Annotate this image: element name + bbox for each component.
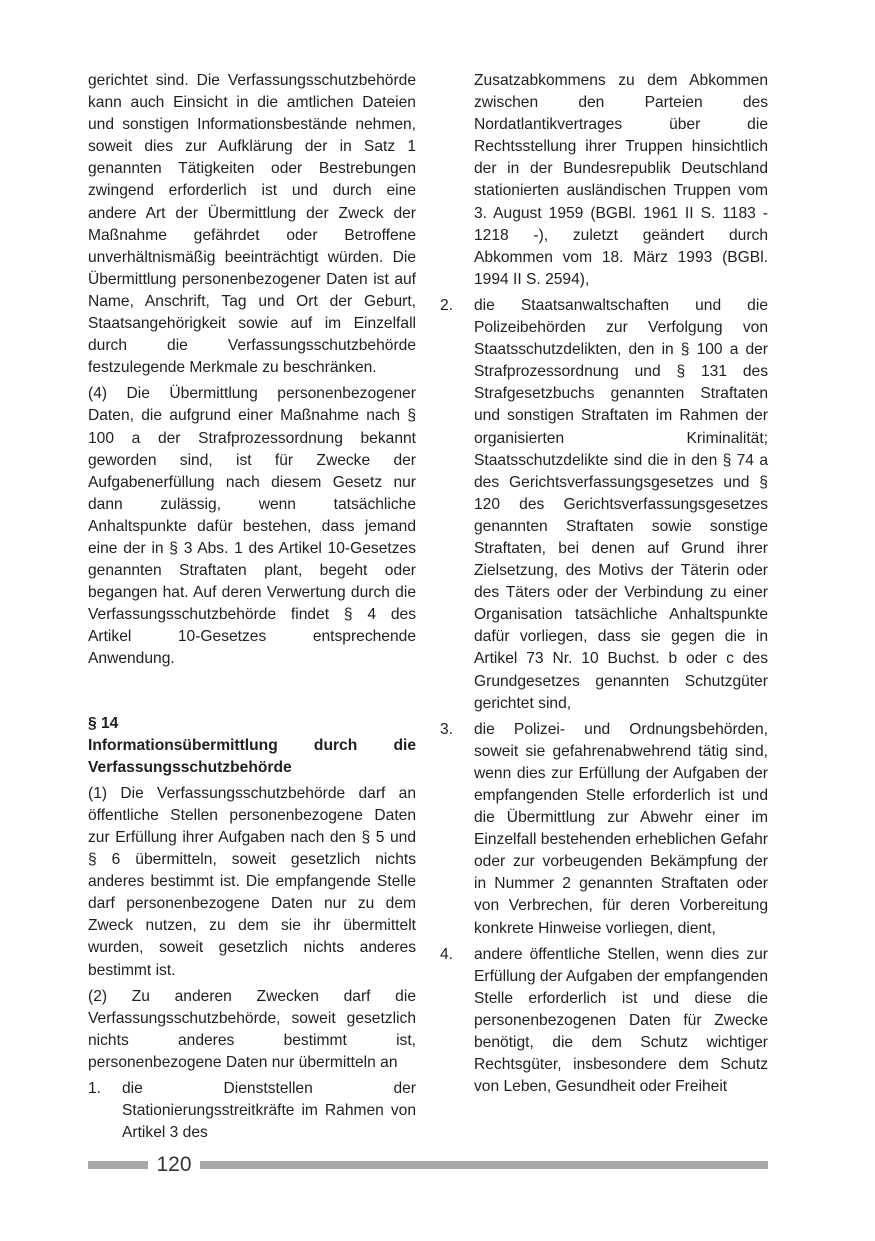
section-number: § 14 bbox=[88, 714, 119, 732]
list-item-number: 4. bbox=[440, 945, 454, 963]
list-item bbox=[440, 719, 768, 940]
list-item-number: 2. bbox=[440, 296, 454, 314]
list-item-text: andere öffentliche Stellen, wenn dies zur Erfüllung der Aufgaben der empfangenden Stelle erforderlich ist und diese die personenbezogenen Daten für Zwecke benötigt, die dem Schutz wichtiger Rechtsgüter, insbesondere dem Schutz von Leben, Gesundheit oder Freiheit bbox=[474, 945, 768, 1096]
list-item-text: die Dienststellen der Stationierungsstreitkräfte im Rahmen von Artikel 3 des bbox=[122, 1080, 416, 1142]
footer-bar-left bbox=[88, 1161, 148, 1169]
list-item-number: 3. bbox=[440, 720, 454, 738]
page-footer bbox=[88, 1152, 768, 1178]
list-item-text: die Polizei- und Ordnungsbehörden, soweit sie gefahrenabwehrend tätig sind, wenn dies zur Erfüllung der Aufgaben der empfangenden Stelle erforderlich ist und die Übermittlung zur Abwehr einer im Einzelfall bestehenden erheblichen Gefahr oder zur vorbeugenden Bekämpfung der in Nummer 2 genannten Straftaten oder von Verbrechen, für deren Vorbereitung konkrete Hinweise vorliegen, dient, bbox=[474, 720, 768, 937]
paragraph-continuation: gerichtet sind. Die Verfassungsschutzbehörde kann auch Einsicht in die amtlichen Dateien und sonstigen Informationsbestände nehmen, soweit dies zur Aufklärung der in Satz 1 genannten Tätigkeiten oder Bestrebungen zwingend erforderlich ist und durch eine andere Art der Übermittlung der Zweck der Maßnahme gefährdet oder Betroffene unverhältnismäßig beeinträchtigt würden. Die Übermittlung personenbezogener Daten ist auf Name, Anschrift, Tag und Ort der Geburt, Staatsangehörigkeit sowie auf im Einzelfall durch die Verfassungsschutzbehörde festzulegende Merkmale zu beschränken. bbox=[88, 72, 416, 377]
footer-bar-right bbox=[200, 1161, 768, 1169]
list-item-number: 1. bbox=[88, 1080, 102, 1098]
right-column bbox=[440, 70, 768, 1102]
list-item bbox=[440, 295, 768, 715]
paragraph-4: (4) Die Übermittlung personenbezogener Daten, die aufgrund einer Maßnahme nach § 100 a der Strafprozessordnung bekannt geworden sind, ist für Zwecke der Aufgabenerfüllung nach diesem Gesetz nur dann zulässig, wenn tatsächliche Anhaltspunkte dafür bestehen, dass jemand eine der in § 3 Abs. 1 des Artikel 10-Gesetzes genannten Straftaten plant, begeht oder begangen hat. Auf deren Verwertung durch die Verfassungsschutzbehörde findet § 4 des Artikel 10-Gesetzes entsprechende Anwendung. bbox=[88, 385, 416, 668]
list-item bbox=[88, 1078, 416, 1144]
paragraph-2: (2) Zu anderen Zwecken darf die Verfassungsschutzbehörde, soweit gesetzlich nichts anderes bestimmt ist, personenbezogene Daten nur übermitteln an bbox=[88, 987, 416, 1071]
page-number: 120 bbox=[156, 1153, 192, 1176]
section-title: Informationsübermittlung durch die Verfassungsschutzbehörde bbox=[88, 736, 416, 776]
list-item-continuation: Zusatzabkommens zu dem Abkommen zwischen den Parteien des Nordatlantikvertrages über die Rechtsstellung ihrer Truppen hinsichtlich der in der Bundesrepublik Deutschland stationierten ausländischen Truppen vom 3. August 1959 (BGBl. 1961 II S. 1183 - 1218 -), zuletzt geändert durch Abkommen vom 18. März 1993 (BGBl. 1994 II S. 2594), bbox=[474, 72, 768, 288]
paragraph-1: (1) Die Verfassungsschutzbehörde darf an öffentliche Stellen personenbezogene Daten zur Erfüllung ihrer Aufgaben nach den § 5 und § 6 übermitteln, soweit gesetzlich nichts anderes bestimmt ist. Die empfangende Stelle darf personenbezogene Daten nur zu dem Zweck nutzen, zu dem sie ihr übermittelt wurden, soweit gesetzlich nichts anderes bestimmt ist. bbox=[88, 784, 416, 979]
left-column bbox=[88, 70, 416, 1148]
list-item bbox=[440, 944, 768, 1099]
list-item-text: die Staatsanwaltschaften und die Polizeibehörden zur Verfolgung von Staatsschutzdelikten, den in § 100 a der Strafprozessordnung und § 131 des Strafgesetzbuchs genannten Straftaten und sonstigen Straftaten im Rahmen der organisierten Kriminalität; Staatsschutzdelikte sind die in den § 74 a des Gerichtsverfassungsgesetzes und § 120 des Gerichtsverfassungsgesetzes genannten Straftaten sowie sonstige Straftaten, bei denen auf Grund ihrer Zielsetzung, des Motivs der Täterin oder des Täters oder der Verbindung zu einer Organisation tatsächliche Anhaltspunkte dafür vorliegen, dass sie gegen die in Artikel 73 Nr. 10 Buchst. b oder c des Grundgesetzes genannten Schutzgüter gerichtet sind, bbox=[474, 296, 768, 712]
